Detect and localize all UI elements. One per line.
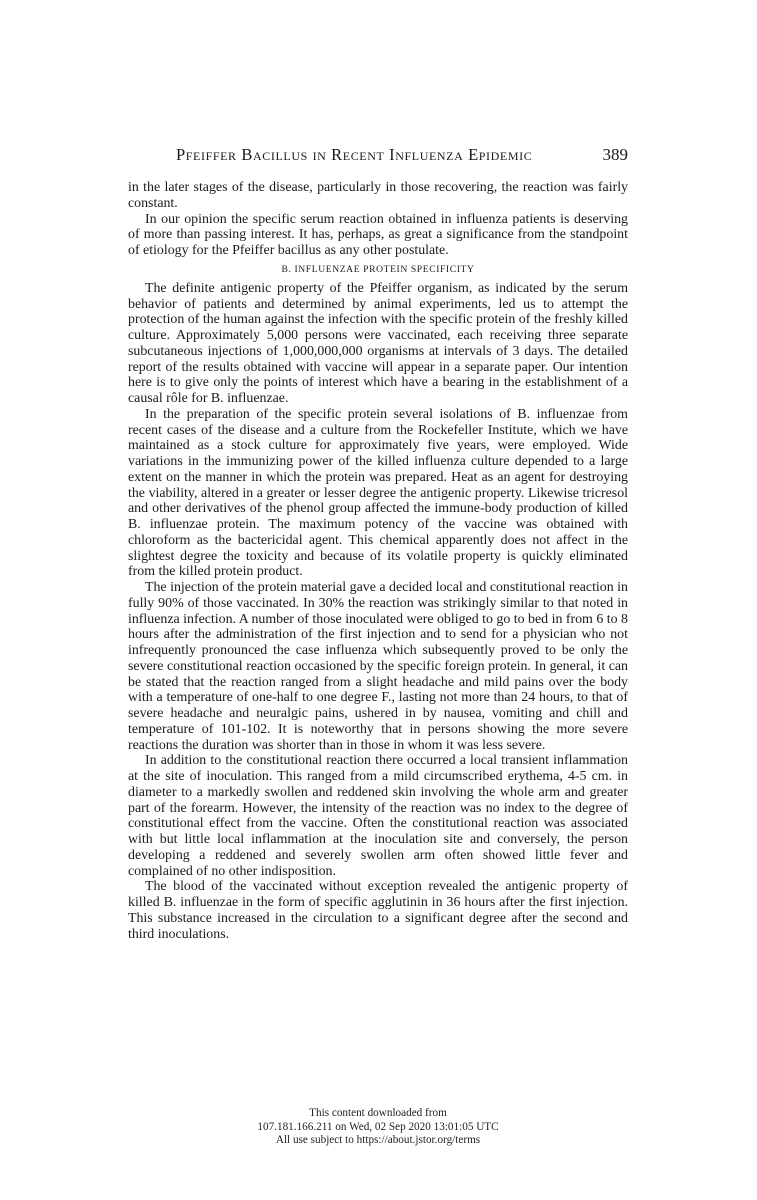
jstor-footer (128, 1107, 628, 1148)
paragraph-protein-preparation: In the preparation of the specific protein several isolations of B. influenzae from recent cases of the disease and a culture from the Rockefeller Institute, which we have maintained as a stock culture for approximately five years, were employed. Wide variations in the immunizing power of the killed influenza culture depended to a large extent on the manner in which the protein was prepared. Heat as an agent for destroying the viability, altered in a greater or lesser degree the antigenic property. Likewise tricresol and other derivatives of the phenol group affected the immune-body production of killed B. influenzae protein. The maximum potency of the vaccine was obtained with chloroform as the bactericidal agent. This chemical apparently does not affect in the slightest degree the toxicity and because of its volatile property is quickly eliminated from the killed protein product. (128, 406, 628, 580)
running-head (128, 145, 628, 171)
page-number: 389 (602, 145, 628, 164)
paragraph-antigenic-property: The definite antigenic property of the Pfeiffer organism, as indicated by the serum behavior of patients and determined by animal experiments, led us to attempt the protection of the human against the infection with the specific protein of the freshly killed culture. Approximately 5,000 persons were vaccinated, each receiving three separate subcutaneous injections of 1,000,000,000 organisms at intervals of 3 days. The detailed report of the results obtained with vaccine will appear in a separate paper. Our intention here is to give only the points of interest which have a bearing in the establishment of a causal rôle for B. influenzae. (128, 280, 628, 406)
running-title: Pfeiffer Bacillus in Recent Influenza Epidemic (176, 145, 533, 164)
article-body (128, 180, 628, 942)
paragraph-agglutinin: The blood of the vaccinated without exception revealed the antigenic property of killed B. influenzae in the form of specific agglutinin in 36 hours after the first injection. This substance increased in the circulation to a significant degree after the second and third inoculations. (128, 879, 628, 942)
footer-terms-line: All use subject to https://about.jstor.org/terms (275, 1134, 481, 1147)
paragraph-serum-reaction: In our opinion the specific serum reaction obtained in influenza patients is deserving of more than passing interest. It has, perhaps, as great a significance from the standpoint of etiology for the Pfeiffer bacillus as any other postulate. (128, 211, 628, 258)
section-heading: B. INFLUENZAE PROTEIN SPECIFICITY (281, 263, 475, 275)
paragraph-local-inflammation: In addition to the constitutional reaction there occurred a local transient inflammation at the site of inoculation. This ranged from a mild circumscribed erythema, 4-5 cm. in diameter to a markedly swollen and reddened skin involving the whole arm and greater part of the forearm. However, the intensity of the reaction was no index to the degree of constitutional effect from the vaccine. Often the constitutional reaction was associated with but little local inflammation at the inoculation site and conversely, the person developing a reddened and severely swollen arm often showed little fever and complained of no other indisposition. (128, 753, 628, 879)
footer-ip-date-line: 107.181.166.211 on Wed, 02 Sep 2020 13:01:05 UTC (257, 1120, 499, 1133)
paragraph-constitutional-reaction: The injection of the protein material gave a decided local and constitutional reaction in fully 90% of those vaccinated. In 30% the reaction was strikingly similar to that noted in influenza infection. A number of those inoculated were obliged to go to bed in from 6 to 8 hours after the administration of the first injection and to send for a physician who not infrequently pronounced the case influenza which subsequently proved to be only the severe constitutional reaction occasioned by the specific foreign protein. In general, it can be stated that the reaction ranged from a slight headache and mild pains over the body with a temperature of one-half to one degree F., lasting not more than 24 hours, to that of severe headache and neuralgic pains, ushered in by nausea, vomiting and chill and temperature of 101-102. It is noteworthy that in persons showing the more severe reactions the duration was shorter than in those in whom it was less severe. (128, 580, 628, 753)
footer-download-line: This content downloaded from (309, 1107, 447, 1119)
paragraph-continued: in the later stages of the disease, particularly in those recovering, the reaction was fairly constant. (128, 180, 628, 211)
